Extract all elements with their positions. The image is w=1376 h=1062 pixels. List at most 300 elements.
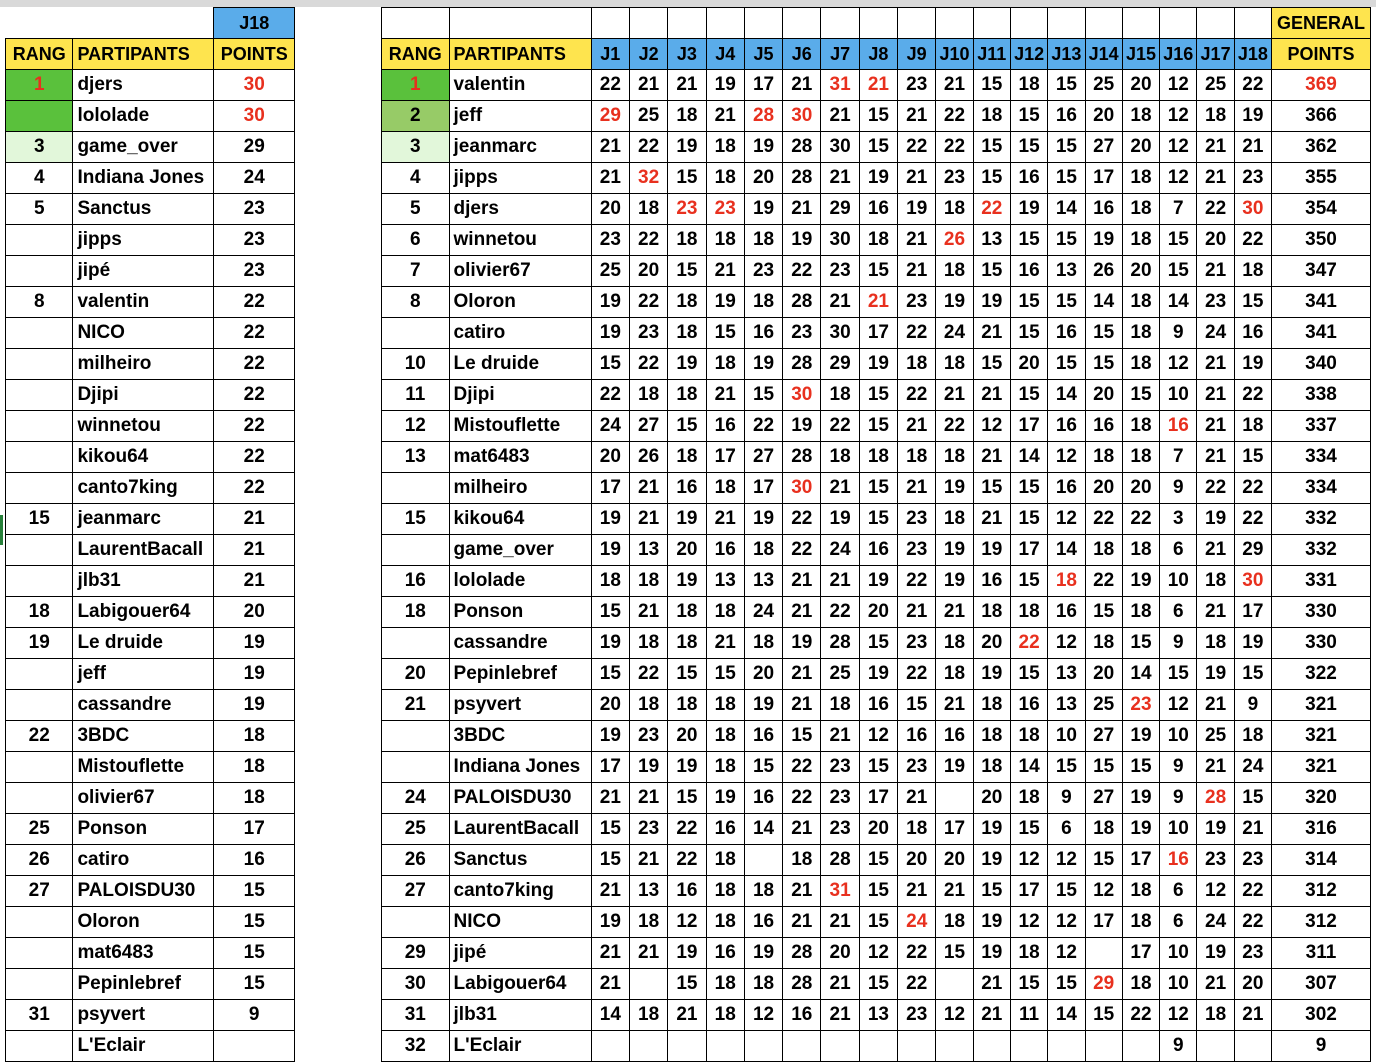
- round-score-cell: 18: [1122, 597, 1159, 628]
- round-score-cell: 9: [1160, 318, 1197, 349]
- round-score-cell: 12: [668, 907, 706, 938]
- round-score-cell: 24: [1197, 907, 1234, 938]
- round-score-cell: 29: [821, 194, 859, 225]
- left-rank-cell: 3: [6, 132, 73, 163]
- round-score-cell: 24: [591, 411, 629, 442]
- round-score-cell: 21: [898, 876, 936, 907]
- total-points-cell: 340: [1272, 349, 1371, 380]
- left-points-cell: 21: [214, 566, 295, 597]
- round-score-cell: 10: [1160, 721, 1197, 752]
- right-table-row: [382, 690, 1371, 721]
- left-points-cell: 23: [214, 256, 295, 287]
- round-score-cell: 19: [973, 814, 1010, 845]
- round-score-cell: 18: [936, 907, 973, 938]
- round-score-cell: 23: [1234, 845, 1271, 876]
- round-score-cell: 21: [629, 597, 667, 628]
- right-col-points: POINTS: [1272, 39, 1371, 70]
- left-participant-cell: jipé: [73, 256, 214, 287]
- round-score-cell: 12: [1160, 101, 1197, 132]
- right-participant-cell: Oloron: [449, 287, 591, 318]
- total-points-cell: 369: [1272, 70, 1371, 101]
- right-rank-cell: [382, 318, 450, 349]
- total-points-cell: 337: [1272, 411, 1371, 442]
- round-score-cell: 17: [706, 442, 744, 473]
- left-points-cell: 19: [214, 659, 295, 690]
- round-score-cell: 31: [821, 876, 859, 907]
- right-table-row: [382, 938, 1371, 969]
- round-score-cell: 17: [1010, 535, 1047, 566]
- round-score-cell: 19: [973, 907, 1010, 938]
- round-score-cell: 15: [973, 349, 1010, 380]
- round-score-cell: 19: [591, 721, 629, 752]
- round-score-cell: [783, 1031, 821, 1062]
- round-score-cell: 16: [706, 411, 744, 442]
- round-score-cell: 15: [744, 380, 782, 411]
- round-score-cell: 10: [1160, 938, 1197, 969]
- left-points-cell: 18: [214, 783, 295, 814]
- round-score-cell: 30: [821, 318, 859, 349]
- round-score-cell: 24: [1197, 318, 1234, 349]
- round-score-cell: 21: [898, 163, 936, 194]
- right-participant-cell: PALOISDU30: [449, 783, 591, 814]
- round-score-cell: 15: [859, 101, 897, 132]
- left-participant-cell: 3BDC: [73, 721, 214, 752]
- round-score-cell: 16: [1010, 690, 1047, 721]
- round-score-cell: 18: [936, 349, 973, 380]
- round-score-cell: 21: [629, 70, 667, 101]
- round-score-cell: 22: [898, 938, 936, 969]
- round-score-cell: 15: [1048, 969, 1085, 1000]
- right-header-empty: [1160, 8, 1197, 39]
- round-score-cell: 18: [1234, 411, 1271, 442]
- round-score-cell: 21: [591, 163, 629, 194]
- round-col-header: J6: [783, 39, 821, 70]
- round-score-cell: 17: [1010, 876, 1047, 907]
- round-score-cell: 13: [1048, 690, 1085, 721]
- round-score-cell: 19: [591, 318, 629, 349]
- round-score-cell: 19: [1197, 504, 1234, 535]
- total-points-cell: 347: [1272, 256, 1371, 287]
- right-participant-cell: Indiana Jones: [449, 752, 591, 783]
- round-score-cell: 23: [821, 752, 859, 783]
- round-score-cell: 16: [859, 690, 897, 721]
- round-score-cell: 17: [591, 752, 629, 783]
- right-table-row: [382, 969, 1371, 1000]
- right-header-empty: [591, 8, 629, 39]
- round-score-cell: 19: [859, 163, 897, 194]
- round-score-cell: 9: [1160, 1031, 1197, 1062]
- round-score-cell: 26: [629, 442, 667, 473]
- round-score-cell: 10: [1160, 969, 1197, 1000]
- left-rank-cell: [6, 907, 73, 938]
- round-score-cell: 15: [859, 876, 897, 907]
- round-score-cell: 18: [668, 442, 706, 473]
- round-col-header: J11: [973, 39, 1010, 70]
- left-participant-cell: olivier67: [73, 783, 214, 814]
- left-table-row: [6, 969, 295, 1000]
- round-score-cell: 20: [1122, 256, 1159, 287]
- right-table-row: [382, 256, 1371, 287]
- round-score-cell: 18: [591, 566, 629, 597]
- round-score-cell: 26: [1085, 256, 1122, 287]
- right-header-empty: [449, 8, 591, 39]
- round-score-cell: 21: [898, 783, 936, 814]
- round-score-cell: 15: [859, 132, 897, 163]
- round-score-cell: 21: [783, 566, 821, 597]
- round-score-cell: 21: [706, 628, 744, 659]
- right-rank-cell: 5: [382, 194, 450, 225]
- round-score-cell: 21: [898, 101, 936, 132]
- right-participant-cell: Mistouflette: [449, 411, 591, 442]
- round-score-cell: 21: [1197, 349, 1234, 380]
- right-participant-cell: Pepinlebref: [449, 659, 591, 690]
- round-score-cell: 21: [706, 256, 744, 287]
- round-score-cell: 25: [1085, 690, 1122, 721]
- round-score-cell: 22: [629, 132, 667, 163]
- round-score-cell: 18: [668, 690, 706, 721]
- round-col-header: J8: [859, 39, 897, 70]
- right-participant-cell: psyvert: [449, 690, 591, 721]
- round-score-cell: 21: [1197, 163, 1234, 194]
- round-score-cell: 15: [898, 690, 936, 721]
- right-rank-cell: 32: [382, 1031, 450, 1062]
- round-score-cell: [591, 1031, 629, 1062]
- round-score-cell: 27: [629, 411, 667, 442]
- round-score-cell: 21: [783, 659, 821, 690]
- round-score-cell: 21: [1234, 1000, 1271, 1031]
- right-rank-cell: [382, 473, 450, 504]
- left-table-row: [6, 752, 295, 783]
- right-table-row: [382, 659, 1371, 690]
- round-score-cell: 22: [1085, 566, 1122, 597]
- right-participant-cell: L'Eclair: [449, 1031, 591, 1062]
- round-score-cell: 7: [1160, 442, 1197, 473]
- round-score-cell: 21: [629, 504, 667, 535]
- round-score-cell: 16: [1048, 318, 1085, 349]
- round-score-cell: 21: [1197, 411, 1234, 442]
- right-participant-cell: cassandre: [449, 628, 591, 659]
- round-score-cell: 16: [1010, 163, 1047, 194]
- round-col-header: J13: [1048, 39, 1085, 70]
- right-table-row: [382, 442, 1371, 473]
- round-score-cell: 21: [1197, 690, 1234, 721]
- round-score-cell: 18: [1122, 349, 1159, 380]
- round-score-cell: 21: [629, 783, 667, 814]
- round-score-cell: 15: [1122, 628, 1159, 659]
- round-score-cell: 19: [1234, 628, 1271, 659]
- round-score-cell: 19: [668, 504, 706, 535]
- left-table-row: [6, 101, 295, 132]
- round-score-cell: 21: [821, 907, 859, 938]
- round-score-cell: 21: [973, 318, 1010, 349]
- round-score-cell: 18: [898, 349, 936, 380]
- round-score-cell: 21: [898, 256, 936, 287]
- round-score-cell: 23: [1197, 845, 1234, 876]
- round-score-cell: 15: [1048, 876, 1085, 907]
- right-header-empty: [783, 8, 821, 39]
- left-table-row: [6, 380, 295, 411]
- round-score-cell: 23: [821, 783, 859, 814]
- round-score-cell: 18: [629, 628, 667, 659]
- left-rank-cell: [6, 318, 73, 349]
- right-table-row: [382, 597, 1371, 628]
- left-participant-cell: psyvert: [73, 1000, 214, 1031]
- round-score-cell: 30: [821, 225, 859, 256]
- total-points-cell: 330: [1272, 597, 1371, 628]
- round-score-cell: 15: [1010, 101, 1047, 132]
- round-score-cell: 19: [591, 628, 629, 659]
- total-points-cell: 355: [1272, 163, 1371, 194]
- right-rank-cell: 25: [382, 814, 450, 845]
- round-score-cell: 13: [1048, 659, 1085, 690]
- round-score-cell: 21: [1197, 442, 1234, 473]
- left-participant-cell: kikou64: [73, 442, 214, 473]
- right-table-row: [382, 411, 1371, 442]
- round-score-cell: 18: [1085, 442, 1122, 473]
- left-table-row: [6, 721, 295, 752]
- round-score-cell: 18: [744, 287, 782, 318]
- left-table-row: [6, 349, 295, 380]
- round-score-cell: 12: [1160, 163, 1197, 194]
- left-rank-cell: [6, 473, 73, 504]
- round-score-cell: 9: [1160, 783, 1197, 814]
- right-general-label: GENERAL: [1272, 8, 1371, 39]
- round-score-cell: 18: [1197, 1000, 1234, 1031]
- round-score-cell: 19: [783, 628, 821, 659]
- round-score-cell: 12: [1160, 690, 1197, 721]
- round-score-cell: 18: [1048, 566, 1085, 597]
- left-points-cell: 16: [214, 845, 295, 876]
- round-score-cell: 18: [706, 473, 744, 504]
- left-points-cell: 22: [214, 349, 295, 380]
- round-score-cell: 19: [1234, 349, 1271, 380]
- round-score-cell: 10: [1048, 721, 1085, 752]
- round-score-cell: 18: [629, 690, 667, 721]
- left-points-cell: 15: [214, 938, 295, 969]
- round-score-cell: 23: [898, 287, 936, 318]
- right-participant-cell: Ponson: [449, 597, 591, 628]
- round-score-cell: 18: [744, 535, 782, 566]
- round-score-cell: 15: [1234, 783, 1271, 814]
- round-score-cell: 16: [744, 783, 782, 814]
- right-header-empty: [898, 8, 936, 39]
- right-header-empty: [1234, 8, 1271, 39]
- left-table-row: [6, 411, 295, 442]
- round-score-cell: 16: [859, 535, 897, 566]
- round-score-cell: 20: [898, 845, 936, 876]
- round-score-cell: 17: [859, 783, 897, 814]
- round-score-cell: 21: [936, 597, 973, 628]
- left-rank-cell: [6, 659, 73, 690]
- round-score-cell: 15: [973, 70, 1010, 101]
- left-rank-cell: 31: [6, 1000, 73, 1031]
- left-participant-cell: catiro: [73, 845, 214, 876]
- round-score-cell: 22: [591, 70, 629, 101]
- round-score-cell: 6: [1160, 876, 1197, 907]
- round-score-cell: 30: [821, 132, 859, 163]
- left-table-row: [6, 256, 295, 287]
- round-score-cell: 18: [706, 163, 744, 194]
- left-points-cell: 18: [214, 752, 295, 783]
- round-score-cell: 19: [744, 938, 782, 969]
- right-header-empty: [629, 8, 667, 39]
- right-participant-cell: milheiro: [449, 473, 591, 504]
- left-table-row: [6, 783, 295, 814]
- round-score-cell: 15: [1010, 225, 1047, 256]
- round-score-cell: 18: [1085, 814, 1122, 845]
- round-score-cell: 22: [1234, 70, 1271, 101]
- round-score-cell: 15: [973, 163, 1010, 194]
- total-points-cell: 320: [1272, 783, 1371, 814]
- round-score-cell: 25: [1197, 70, 1234, 101]
- round-score-cell: 21: [859, 287, 897, 318]
- right-header-empty: [973, 8, 1010, 39]
- left-points-cell: 30: [214, 70, 295, 101]
- round-score-cell: 18: [821, 690, 859, 721]
- round-score-cell: 18: [973, 721, 1010, 752]
- left-rank-cell: 18: [6, 597, 73, 628]
- round-score-cell: 17: [1010, 411, 1047, 442]
- round-score-cell: 18: [859, 442, 897, 473]
- right-participant-cell: valentin: [449, 70, 591, 101]
- round-score-cell: 18: [1197, 628, 1234, 659]
- round-score-cell: 12: [1048, 845, 1085, 876]
- round-score-cell: 9: [1234, 690, 1271, 721]
- round-score-cell: 32: [629, 163, 667, 194]
- left-table-row: [6, 163, 295, 194]
- round-score-cell: 18: [629, 907, 667, 938]
- round-score-cell: 30: [783, 473, 821, 504]
- round-score-cell: 18: [1010, 721, 1047, 752]
- right-rank-cell: 12: [382, 411, 450, 442]
- round-score-cell: 15: [1048, 349, 1085, 380]
- right-participant-cell: djers: [449, 194, 591, 225]
- round-score-cell: 22: [936, 411, 973, 442]
- round-score-cell: 21: [783, 194, 821, 225]
- round-score-cell: 21: [859, 70, 897, 101]
- left-points-cell: 22: [214, 287, 295, 318]
- right-participant-cell: winnetou: [449, 225, 591, 256]
- round-score-cell: 19: [744, 132, 782, 163]
- round-score-cell: 18: [1122, 969, 1159, 1000]
- left-table-row: [6, 628, 295, 659]
- left-rank-cell: [6, 101, 73, 132]
- left-participant-cell: jeanmarc: [73, 504, 214, 535]
- round-score-cell: 20: [591, 690, 629, 721]
- round-score-cell: 18: [668, 101, 706, 132]
- right-participant-cell: Djipi: [449, 380, 591, 411]
- round-score-cell: 30: [1234, 566, 1271, 597]
- round-score-cell: 22: [898, 380, 936, 411]
- round-score-cell: 28: [783, 349, 821, 380]
- total-points-cell: 322: [1272, 659, 1371, 690]
- right-rank-cell: 29: [382, 938, 450, 969]
- round-score-cell: [744, 1031, 782, 1062]
- left-col-points: POINTS: [214, 39, 295, 70]
- round-score-cell: 15: [1048, 70, 1085, 101]
- round-score-cell: 18: [1122, 225, 1159, 256]
- round-col-header: J2: [629, 39, 667, 70]
- round-score-cell: 28: [783, 969, 821, 1000]
- left-participant-cell: Le druide: [73, 628, 214, 659]
- round-score-cell: [668, 1031, 706, 1062]
- round-score-cell: 21: [668, 70, 706, 101]
- general-ranking-table: [381, 7, 1371, 1062]
- round-score-cell: 15: [1010, 287, 1047, 318]
- round-score-cell: 12: [973, 411, 1010, 442]
- round-score-cell: 25: [629, 101, 667, 132]
- left-participant-cell: mat6483: [73, 938, 214, 969]
- round-score-cell: 15: [859, 473, 897, 504]
- right-participant-cell: jipps: [449, 163, 591, 194]
- right-table-row: [382, 349, 1371, 380]
- round-score-cell: [973, 1031, 1010, 1062]
- right-participant-cell: 3BDC: [449, 721, 591, 752]
- round-score-cell: 28: [744, 101, 782, 132]
- round-score-cell: 22: [936, 101, 973, 132]
- left-participant-cell: winnetou: [73, 411, 214, 442]
- round-score-cell: 6: [1160, 597, 1197, 628]
- round-score-cell: [629, 1031, 667, 1062]
- round-score-cell: 15: [1122, 752, 1159, 783]
- round-score-cell: 15: [1010, 132, 1047, 163]
- left-participant-cell: valentin: [73, 287, 214, 318]
- right-participant-cell: kikou64: [449, 504, 591, 535]
- round-col-header: J15: [1122, 39, 1159, 70]
- round-score-cell: 20: [744, 163, 782, 194]
- round-score-cell: 21: [821, 969, 859, 1000]
- left-table-row: [6, 597, 295, 628]
- round-score-cell: [821, 1031, 859, 1062]
- round-score-cell: 20: [1085, 473, 1122, 504]
- right-col-rank: RANG: [382, 39, 450, 70]
- round-score-cell: 29: [1234, 535, 1271, 566]
- left-points-cell: 22: [214, 442, 295, 473]
- right-header-empty: [936, 8, 973, 39]
- left-rank-cell: [6, 783, 73, 814]
- right-rank-cell: 8: [382, 287, 450, 318]
- round-score-cell: 21: [591, 876, 629, 907]
- left-rank-cell: [6, 349, 73, 380]
- round-score-cell: 18: [706, 597, 744, 628]
- round-score-cell: 12: [1048, 442, 1085, 473]
- round-score-cell: 23: [898, 752, 936, 783]
- right-participant-cell: jeff: [449, 101, 591, 132]
- round-score-cell: 19: [1122, 783, 1159, 814]
- left-table-row: [6, 907, 295, 938]
- right-participant-cell: jeanmarc: [449, 132, 591, 163]
- round-score-cell: 18: [1085, 535, 1122, 566]
- total-points-cell: 321: [1272, 752, 1371, 783]
- round-score-cell: 23: [668, 194, 706, 225]
- round-score-cell: 22: [668, 814, 706, 845]
- left-table-row: [6, 1000, 295, 1031]
- round-score-cell: 15: [1010, 814, 1047, 845]
- left-rank-cell: [6, 752, 73, 783]
- round-score-cell: 19: [744, 349, 782, 380]
- round-score-cell: 20: [859, 814, 897, 845]
- round-score-cell: 23: [898, 1000, 936, 1031]
- left-rank-cell: [6, 938, 73, 969]
- round-score-cell: 20: [1122, 70, 1159, 101]
- round-score-cell: 18: [629, 1000, 667, 1031]
- round-score-cell: 23: [744, 256, 782, 287]
- round-score-cell: 23: [936, 163, 973, 194]
- total-points-cell: 332: [1272, 535, 1371, 566]
- round-score-cell: 21: [973, 1000, 1010, 1031]
- round-score-cell: 18: [1197, 566, 1234, 597]
- round-score-cell: 19: [706, 70, 744, 101]
